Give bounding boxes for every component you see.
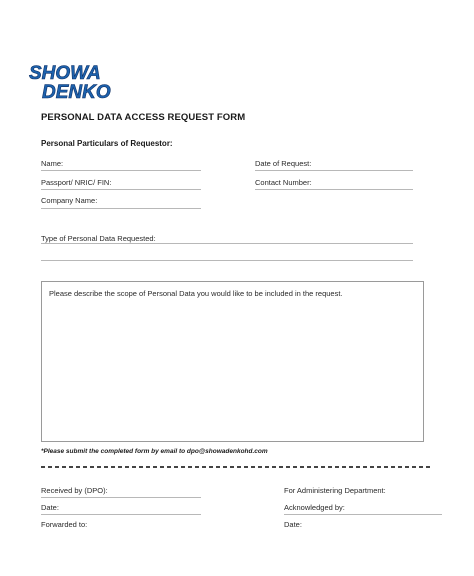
company-name-field[interactable] <box>41 208 201 209</box>
scope-textarea[interactable] <box>41 281 424 442</box>
administering-department-label: For Administering Department: <box>284 486 386 495</box>
date-left-field[interactable] <box>41 514 201 515</box>
submit-note: *Please submit the completed form by email to dpo@showadenkohd.com <box>41 448 268 455</box>
contact-number-field[interactable] <box>255 189 413 190</box>
scope-prompt: Please describe the scope of Personal Data you would like to be included in the request. <box>49 289 343 298</box>
acknowledged-by-label: Acknowledged by: <box>284 503 345 512</box>
passport-field[interactable] <box>41 189 201 190</box>
name-label: Name: <box>41 159 64 168</box>
date-of-request-label: Date of Request: <box>255 159 312 168</box>
form-title: PERSONAL DATA ACCESS REQUEST FORM <box>41 112 246 123</box>
company-name-label: Company Name: <box>41 196 98 205</box>
data-type-field-line-2[interactable] <box>41 260 413 261</box>
contact-number-label: Contact Number: <box>255 178 312 187</box>
name-field[interactable] <box>41 170 201 171</box>
showa-denko-logo <box>28 60 138 102</box>
received-by-label: Received by (DPO): <box>41 486 108 495</box>
section-heading: Personal Particulars of Requestor: <box>41 139 173 148</box>
acknowledged-by-field[interactable] <box>284 514 442 515</box>
date-left-label: Date: <box>41 503 59 512</box>
logo-line-1: SHOWA <box>29 63 101 84</box>
date-right-label: Date: <box>284 520 302 529</box>
logo-line-2: DENKO <box>42 82 111 102</box>
passport-label: Passport/ NRIC/ FIN: <box>41 178 112 187</box>
data-type-field-line-1[interactable] <box>41 243 413 244</box>
data-type-label: Type of Personal Data Requested: <box>41 234 156 243</box>
forwarded-to-label: Forwarded to: <box>41 520 88 529</box>
received-by-field[interactable] <box>41 497 201 498</box>
date-of-request-field[interactable] <box>255 170 413 171</box>
dashed-separator <box>41 466 433 468</box>
